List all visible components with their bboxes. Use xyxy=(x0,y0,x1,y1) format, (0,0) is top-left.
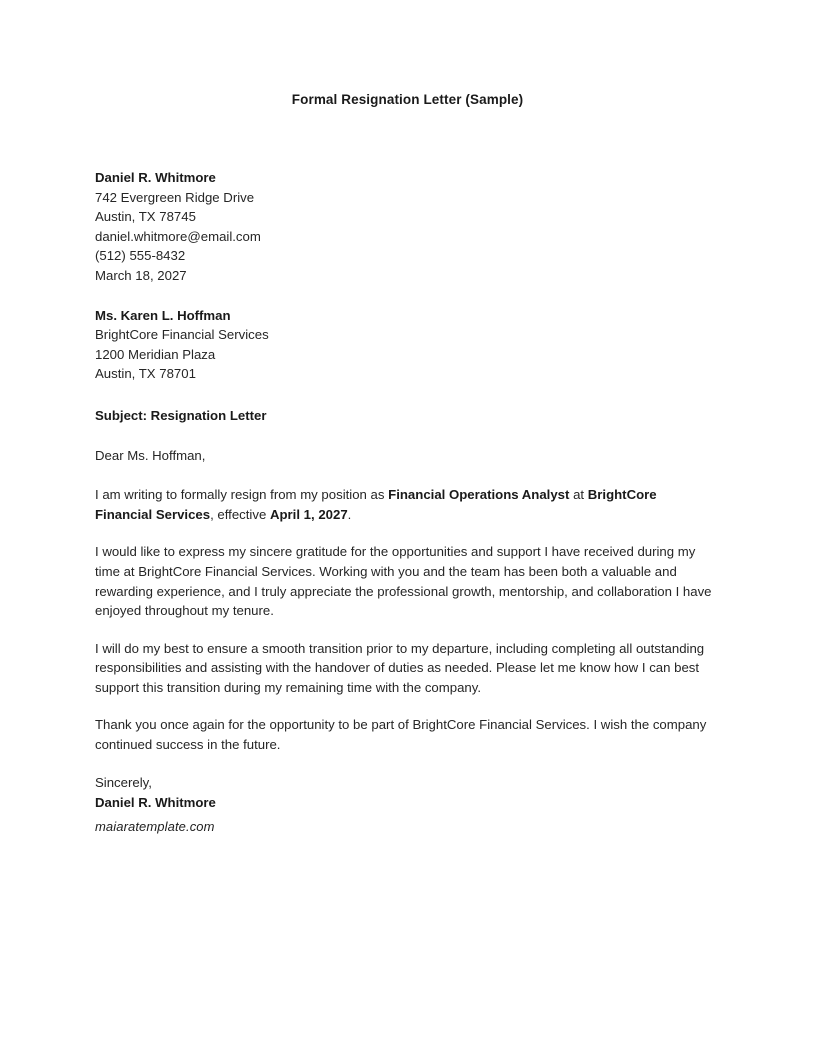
recipient-company: BrightCore Financial Services xyxy=(95,327,269,343)
page-title: Formal Resignation Letter (Sample) xyxy=(291,92,524,107)
body-paragraph-1 xyxy=(95,485,713,524)
closing-block xyxy=(95,773,713,837)
sender-name: Daniel R. Whitmore xyxy=(95,170,216,185)
p1-effective-date: April 1, 2027 xyxy=(269,506,348,522)
p1-segment-4: . xyxy=(347,506,352,522)
valediction: Sincerely, xyxy=(95,774,152,790)
salutation: Dear Ms. Hoffman, xyxy=(95,447,206,463)
recipient-name: Ms. Karen L. Hoffman xyxy=(95,307,231,323)
sender-phone: (512) 555-8432 xyxy=(95,248,186,264)
p1-job-title: Financial Operations Analyst xyxy=(388,487,570,503)
sender-city-state-zip: Austin, TX 78745 xyxy=(95,209,196,225)
watermark-credit: maiaratemplate.com xyxy=(95,818,215,834)
p1-company: BrightCore Financial Services xyxy=(95,487,657,522)
subject-line: Subject: Resignation Letter xyxy=(95,407,267,423)
recipient-address-block xyxy=(95,306,713,384)
recipient-city-state-zip: Austin, TX 78701 xyxy=(95,366,196,382)
letter-body xyxy=(95,168,713,837)
body-paragraph-3: I will do my best to ensure a smooth transition prior to my departure, including completing all outstanding responsibilities and assisting with the handover of duties as needed. Please let me know how I can best support this transition during my remaining time with the company. xyxy=(95,640,705,695)
body-paragraph-4: Thank you once again for the opportunity to be part of BrightCore Financial Services. I wish the company continued success in the future. xyxy=(95,717,707,753)
sender-email: daniel.whitmore@email.com xyxy=(95,228,261,244)
recipient-street: 1200 Meridian Plaza xyxy=(95,346,216,362)
body-paragraph-2: I would like to express my sincere gratitude for the opportunities and support I have received during my time at BrightCore Financial Services. Working with you and the team has been both a valuable and rewarding experience, and I truly appreciate the professional growth, mentorship, and collaboration I have enjoyed throughout my tenure. xyxy=(95,544,712,619)
sender-street: 742 Evergreen Ridge Drive xyxy=(95,189,255,205)
sender-address-block xyxy=(95,168,713,286)
letter-date: March 18, 2027 xyxy=(95,267,187,283)
p1-segment-1: I am writing to formally resign from my position as xyxy=(95,487,389,503)
p1-segment-2: at xyxy=(569,487,588,503)
p1-segment-3: , effective xyxy=(210,506,270,522)
signature-name: Daniel R. Whitmore xyxy=(95,794,216,810)
